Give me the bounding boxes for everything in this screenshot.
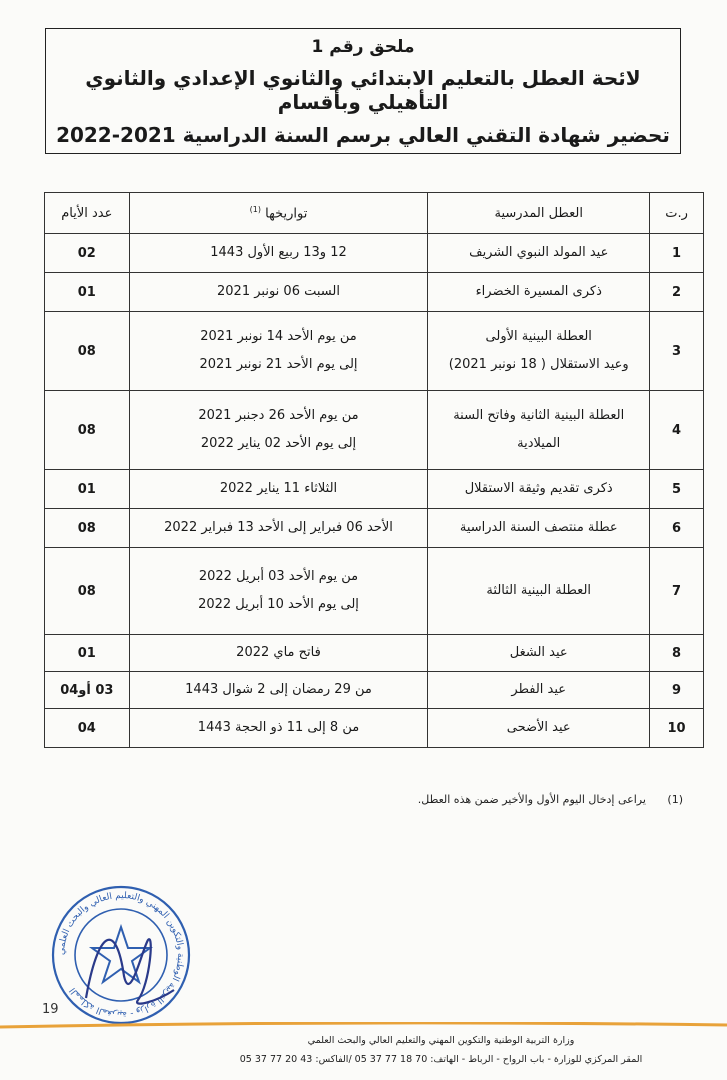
table-row bbox=[45, 635, 704, 672]
holiday-dates bbox=[129, 548, 428, 635]
holiday-name bbox=[428, 273, 650, 312]
table-row bbox=[45, 312, 704, 391]
days-count: 01 bbox=[45, 273, 130, 312]
row-number: 8 bbox=[650, 635, 704, 672]
table-row bbox=[45, 672, 704, 709]
holiday-name-line: وعيد الاستقلال ( 18 نونبر 2021) bbox=[448, 357, 629, 372]
holiday-name-line: العطلة البينية الثانية وفاتح السنة bbox=[453, 408, 625, 423]
holiday-name bbox=[428, 635, 650, 672]
header-dates-note: (1) bbox=[249, 204, 261, 214]
holiday-name-line: عطلة منتصف السنة الدراسية bbox=[459, 520, 618, 535]
holiday-date-line: فاتح ماي 2022 bbox=[236, 645, 321, 660]
footer-orange-line bbox=[0, 1023, 727, 1027]
table-row bbox=[45, 548, 704, 635]
days-count: 08 bbox=[45, 312, 130, 391]
holiday-date-line: إلى يوم الأحد 10 أبريل 2022 bbox=[198, 597, 359, 612]
holiday-name bbox=[428, 709, 650, 748]
ministry-stamp bbox=[46, 880, 196, 1030]
row-number: 10 bbox=[650, 709, 704, 748]
holiday-dates bbox=[129, 635, 428, 672]
table-row bbox=[45, 273, 704, 312]
row-number: 6 bbox=[650, 509, 704, 548]
holiday-dates bbox=[129, 312, 428, 391]
footer-address: المقر المركزي للوزارة - باب الرواح - الرباط - الهاتف: 70 18 77 37 05 /الفاكس: 43 20 77 37 05 bbox=[239, 1054, 643, 1065]
header-dates bbox=[129, 193, 428, 234]
row-number: 9 bbox=[650, 672, 704, 709]
holiday-date-line: إلى يوم الأحد 02 يناير 2022 bbox=[200, 436, 357, 451]
days-count: 08 bbox=[45, 391, 130, 470]
stamp-outer-ring bbox=[53, 887, 189, 1023]
holiday-name-line: العطلة البينية الثالثة bbox=[486, 583, 592, 598]
days-count: 08 bbox=[45, 509, 130, 548]
days-count: 01 bbox=[45, 635, 130, 672]
row-number: 5 bbox=[650, 470, 704, 509]
holiday-name-line: عيد الشغل bbox=[509, 645, 568, 660]
holiday-name bbox=[428, 312, 650, 391]
holiday-dates bbox=[129, 391, 428, 470]
table-row bbox=[45, 709, 704, 748]
holiday-date-line: الأحد 06 فبراير إلى الأحد 13 فبراير 2022 bbox=[164, 520, 393, 535]
holiday-name-line: الميلادية bbox=[517, 436, 561, 451]
holiday-dates bbox=[129, 672, 428, 709]
stamp-text bbox=[57, 891, 185, 1019]
table-row bbox=[45, 509, 704, 548]
annex-title: ملحق رقم 1 bbox=[311, 37, 415, 57]
days-count: 04 bbox=[45, 709, 130, 748]
footer bbox=[161, 1031, 721, 1069]
holiday-dates bbox=[129, 234, 428, 273]
holiday-date-line: من يوم الأحد 03 أبريل 2022 bbox=[198, 569, 359, 584]
page-number: 19 bbox=[42, 1002, 59, 1017]
footnote bbox=[418, 793, 683, 806]
holiday-date-line: إلى يوم الأحد 21 نونبر 2021 bbox=[199, 357, 358, 372]
holiday-dates bbox=[129, 709, 428, 748]
holiday-name-line: العطلة البينية الأولى bbox=[485, 329, 592, 344]
header-dates-label: تواريخها bbox=[265, 206, 308, 222]
row-number: 4 bbox=[650, 391, 704, 470]
holiday-name-line: عيد الفطر bbox=[511, 682, 567, 697]
holidays-table bbox=[44, 192, 704, 748]
days-count: 02 bbox=[45, 234, 130, 273]
footer-ministry: وزارة التربية الوطنية والتكوين المهني والتعليم العالي والبحث العلمي bbox=[307, 1035, 575, 1046]
header-name: العطل المدرسية bbox=[428, 193, 650, 234]
row-number: 2 bbox=[650, 273, 704, 312]
table-body bbox=[45, 234, 704, 748]
holiday-dates bbox=[129, 509, 428, 548]
holiday-dates bbox=[129, 470, 428, 509]
footnote-text: يراعى إدخال اليوم الأول والأخير ضمن هذه العطل. bbox=[417, 793, 646, 806]
table-row bbox=[45, 234, 704, 273]
table-row bbox=[45, 470, 704, 509]
holiday-date-line: من يوم الأحد 14 نونبر 2021 bbox=[200, 329, 357, 344]
days-count: 08 bbox=[45, 548, 130, 635]
holiday-date-line: السبت 06 نونبر 2021 bbox=[217, 284, 340, 299]
row-number: 7 bbox=[650, 548, 704, 635]
holiday-dates bbox=[129, 273, 428, 312]
row-number: 1 bbox=[650, 234, 704, 273]
holiday-name bbox=[428, 672, 650, 709]
header-num: ر.ت bbox=[650, 193, 704, 234]
holiday-name bbox=[428, 234, 650, 273]
row-number: 3 bbox=[650, 312, 704, 391]
holiday-name bbox=[428, 470, 650, 509]
holiday-name bbox=[428, 548, 650, 635]
table-row bbox=[45, 391, 704, 470]
stamp-text-path: المملكة المغربية - وزارة التربية الوطنية والتكوين المهني والتعليم العالي والبحث العلمي bbox=[56, 890, 186, 1020]
table-header-row bbox=[45, 193, 704, 234]
footer-rule bbox=[0, 1022, 727, 1030]
holiday-name-line: ذكرى تقديم وثيقة الاستقلال bbox=[464, 481, 613, 496]
holiday-date-line: من 29 رمضان إلى 2 شوال 1443 bbox=[185, 682, 372, 697]
holiday-name bbox=[428, 509, 650, 548]
footnote-marker: (1) bbox=[667, 793, 683, 806]
holiday-name-line: عيد المولد النبوي الشريف bbox=[469, 245, 609, 260]
days-count: 01 bbox=[45, 470, 130, 509]
days-count: 03 أو04 bbox=[45, 672, 130, 709]
holiday-name bbox=[428, 391, 650, 470]
list-title: لائحة العطل بالتعليم الابتدائي والثانوي الإعدادي والثانوي التأهيلي وبأقسام bbox=[85, 66, 641, 114]
holiday-name-line: ذكرى المسيرة الخضراء bbox=[475, 284, 602, 299]
title-box bbox=[45, 28, 681, 154]
header-days: عدد الأيام bbox=[45, 193, 130, 234]
holiday-name-line: عيد الأضحى bbox=[506, 720, 571, 735]
holiday-date-line: من 8 إلى 11 ذو الحجة 1443 bbox=[197, 720, 360, 735]
holiday-date-line: من يوم الأحد 26 دجنبر 2021 bbox=[198, 408, 359, 423]
holiday-date-line: 12 و13 ربيع الأول 1443 bbox=[210, 245, 347, 260]
holiday-date-line: الثلاثاء 11 يناير 2022 bbox=[219, 481, 338, 496]
list-subtitle: تحضير شهادة التقني العالي برسم السنة الدراسية 2021-2022 bbox=[56, 123, 670, 147]
